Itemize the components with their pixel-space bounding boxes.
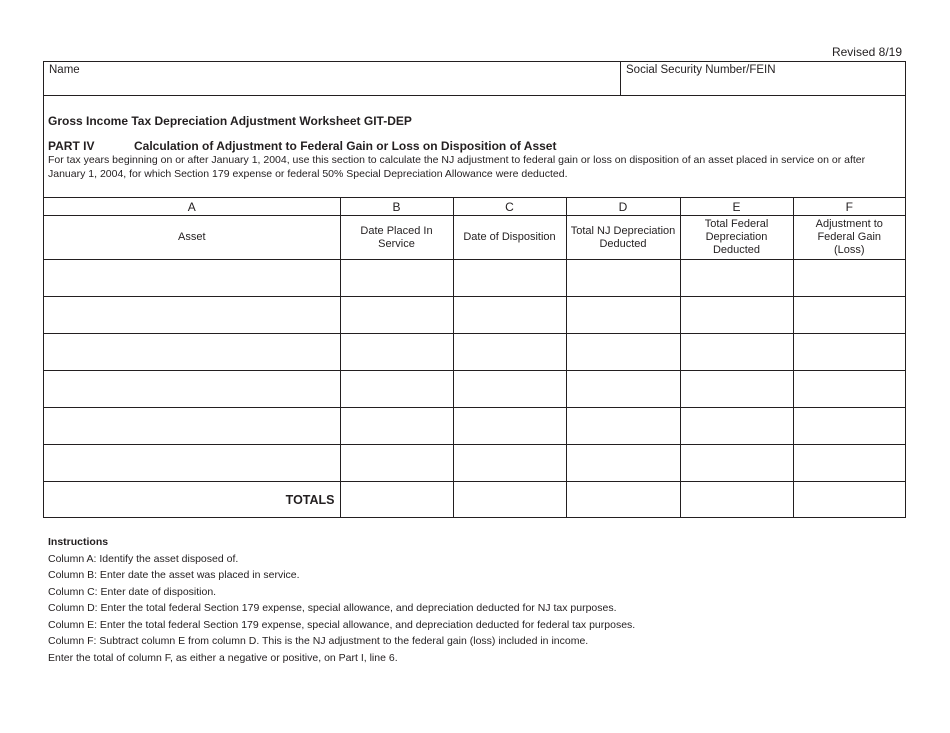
cell-date-disposition[interactable] <box>453 260 566 297</box>
instruction-line: Column A: Identify the asset disposed of. <box>48 552 239 565</box>
column-letter-a: A <box>44 198 340 216</box>
totals-label: TOTALS <box>44 482 340 518</box>
total-adjustment[interactable] <box>793 482 905 518</box>
cell-adjustment[interactable] <box>793 334 905 371</box>
disposition-table <box>44 198 905 517</box>
cell-date-disposition[interactable] <box>453 445 566 482</box>
header-date-placed-in-service: Date Placed In Service <box>340 216 453 260</box>
column-header-row <box>44 216 905 260</box>
instruction-line: Column C: Enter date of disposition. <box>48 585 217 598</box>
header-date-of-disposition: Date of Disposition <box>453 216 566 260</box>
cell-date-disposition[interactable] <box>453 297 566 334</box>
cell-federal-depreciation[interactable] <box>680 445 793 482</box>
cell-adjustment[interactable] <box>793 371 905 408</box>
part-title: Calculation of Adjustment to Federal Gain or Loss on Disposition of Asset <box>134 139 557 153</box>
cell-federal-depreciation[interactable] <box>680 334 793 371</box>
total-date-placed[interactable] <box>340 482 453 518</box>
cell-asset[interactable] <box>44 445 340 482</box>
cell-nj-depreciation[interactable] <box>566 371 680 408</box>
instructions <box>48 534 635 666</box>
cell-nj-depreciation[interactable] <box>566 334 680 371</box>
table-row <box>44 445 905 482</box>
column-letter-b: B <box>340 198 453 216</box>
cell-federal-depreciation[interactable] <box>680 371 793 408</box>
cell-nj-depreciation[interactable] <box>566 297 680 334</box>
header-total-nj-depreciation: Total NJ Depreciation Deducted <box>566 216 680 260</box>
cell-date-disposition[interactable] <box>453 408 566 445</box>
cell-adjustment[interactable] <box>793 260 905 297</box>
cell-asset[interactable] <box>44 371 340 408</box>
table-row <box>44 297 905 334</box>
cell-federal-depreciation[interactable] <box>680 297 793 334</box>
instruction-line: Column F: Subtract column E from column D. This is the NJ adjustment to the federal gain (loss) included in income. <box>48 635 589 647</box>
table-row <box>44 408 905 445</box>
cell-date-placed[interactable] <box>340 408 453 445</box>
taxpayer-info-row <box>44 62 905 96</box>
total-nj-depreciation[interactable] <box>566 482 680 518</box>
form-title: Gross Income Tax Depreciation Adjustment Worksheet GIT-DEP <box>48 114 412 128</box>
column-letter-row <box>44 198 905 216</box>
cell-nj-depreciation[interactable] <box>566 260 680 297</box>
cell-date-placed[interactable] <box>340 371 453 408</box>
cell-date-disposition[interactable] <box>453 334 566 371</box>
column-letter-d: D <box>566 198 680 216</box>
cell-asset[interactable] <box>44 334 340 371</box>
cell-date-placed[interactable] <box>340 297 453 334</box>
ssn-field[interactable] <box>621 62 905 95</box>
cell-asset[interactable] <box>44 260 340 297</box>
table-row <box>44 371 905 408</box>
cell-federal-depreciation[interactable] <box>680 408 793 445</box>
part-description: For tax years beginning on or after January 1, 2004, use this section to calculate the NJ adjustment to federal gain or loss on disposition of an asset placed in service on or after January 1, 2004, for which Section 179 expense or federal 50% Special Depreciation Allowance were deducted. <box>48 154 866 180</box>
table-row <box>44 334 905 371</box>
cell-date-placed[interactable] <box>340 260 453 297</box>
cell-adjustment[interactable] <box>793 297 905 334</box>
cell-asset[interactable] <box>44 297 340 334</box>
header-adjustment-gain-loss: Adjustment to Federal Gain (Loss) <box>793 216 905 260</box>
ssn-label: Social Security Number/FEIN <box>626 64 776 76</box>
name-field[interactable] <box>44 62 621 95</box>
cell-nj-depreciation[interactable] <box>566 408 680 445</box>
cell-date-placed[interactable] <box>340 334 453 371</box>
instruction-line: Column B: Enter date the asset was placed in service. <box>48 569 300 581</box>
name-label: Name <box>49 64 80 76</box>
part-iv-section <box>44 96 905 198</box>
instructions-heading: Instructions <box>48 536 109 548</box>
cell-nj-depreciation[interactable] <box>566 445 680 482</box>
part-label: PART IV <box>48 139 95 153</box>
cell-federal-depreciation[interactable] <box>680 260 793 297</box>
column-letter-c: C <box>453 198 566 216</box>
header-total-federal-depreciation: Total Federal Depreciation Deducted <box>680 216 793 260</box>
cell-date-placed[interactable] <box>340 445 453 482</box>
total-federal-depreciation[interactable] <box>680 482 793 518</box>
cell-adjustment[interactable] <box>793 445 905 482</box>
instruction-line: Column D: Enter the total federal Section 179 expense, special allowance, and depreciation deducted for NJ tax purposes. <box>48 602 617 614</box>
worksheet-frame <box>43 61 906 518</box>
totals-row <box>44 482 905 518</box>
column-letter-e: E <box>680 198 793 216</box>
cell-asset[interactable] <box>44 408 340 445</box>
column-letter-f: F <box>793 198 905 216</box>
cell-adjustment[interactable] <box>793 408 905 445</box>
table-row <box>44 260 905 297</box>
instruction-line: Enter the total of column F, as either a negative or positive, on Part I, line 6. <box>48 651 398 664</box>
total-date-disposition[interactable] <box>453 482 566 518</box>
revision-date: Revised 8/19 <box>831 45 902 59</box>
header-asset: Asset <box>44 216 340 260</box>
part-heading <box>48 139 901 153</box>
cell-date-disposition[interactable] <box>453 371 566 408</box>
instruction-line: Column E: Enter the total federal Section 179 expense, special allowance, and depreciation deducted for federal tax purposes. <box>48 618 636 631</box>
